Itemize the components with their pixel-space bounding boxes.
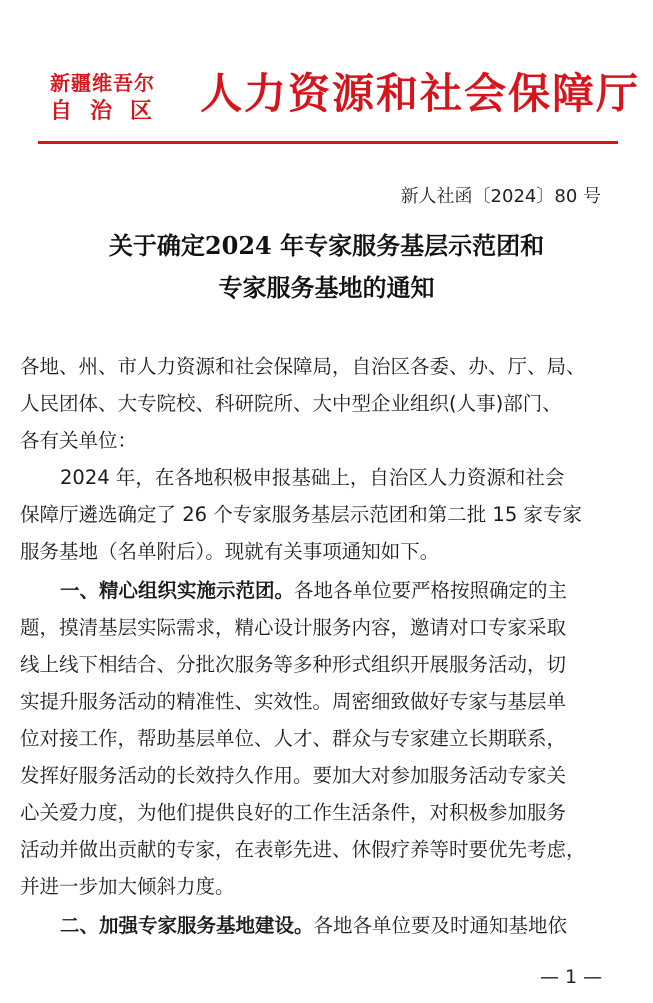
addressee-line3: 各有关单位：: [20, 429, 138, 452]
letterhead: [38, 60, 641, 146]
section1-line8: 活动并做出贡献的专家，在表彰先进、休假疗养等时要优先考虑，: [20, 838, 586, 861]
intro-line3: 服务基地（名单附后）。现就有关事项通知如下。: [20, 540, 440, 563]
letterhead-department: 人力资源和社会保障厅: [200, 69, 641, 118]
document-title-line2: 专家服务基地的通知: [218, 273, 435, 302]
section1-line9: 并进一步加大倾斜力度。: [20, 875, 235, 898]
addressee-line2: 人民团体、大专院校、科研院所、大中型企业组织(人事)部门、: [20, 392, 562, 415]
section1-line1-rest: 各地各单位要严格按照确定的主: [294, 579, 568, 602]
letterhead-red-rule: [38, 141, 618, 144]
document-number: 新人社函〔2024〕80 号: [400, 186, 601, 207]
section1-line1: [60, 572, 653, 609]
section1-line2: 题，摸清基层实际需求，精心设计服务内容，邀请对口专家采取: [20, 616, 567, 639]
section1-heading: 一、精心组织实施示范团。: [60, 579, 295, 602]
section1-line7: 心关爱力度，为他们提供良好的工作生活条件，对积极参加服务: [20, 801, 567, 824]
page-number: — 1 —: [540, 966, 603, 988]
section1-line4: 实提升服务活动的精准性、实效性。周密细致做好专家与基层单: [20, 690, 567, 713]
section1-line3: 线上线下相结合、分批次服务等多种形式组织开展服务活动，切: [20, 653, 567, 676]
letterhead-region: [50, 70, 190, 126]
section1-line5: 位对接工作，帮助基层单位、人才、群众与专家建立长期联系，: [20, 727, 567, 750]
section2-line1: [60, 907, 653, 944]
intro-line2: 保障厅遴选确定了 26 个专家服务基层示范团和第二批 15 家专家: [20, 503, 582, 526]
addressee-line1: 各地、州、市人力资源和社会保障局，自治区各委、办、厅、局、: [20, 355, 586, 378]
section1-line6: 发挥好服务活动的长效持久作用。要加大对参加服务活动专家关: [20, 764, 567, 787]
letterhead-region-line1: 新疆维吾尔: [50, 71, 155, 95]
intro-line1: 2024 年，在各地积极申报基础上，自治区人力资源和社会: [60, 466, 565, 489]
section2-heading: 二、加强专家服务基地建设。: [60, 914, 314, 937]
letterhead-region-line2: 自治区: [50, 98, 171, 124]
document-title-line1: 关于确定2024 年专家服务基层示范团和: [108, 231, 545, 260]
section2-line1-rest: 各地各单位要及时通知基地依: [313, 914, 568, 937]
